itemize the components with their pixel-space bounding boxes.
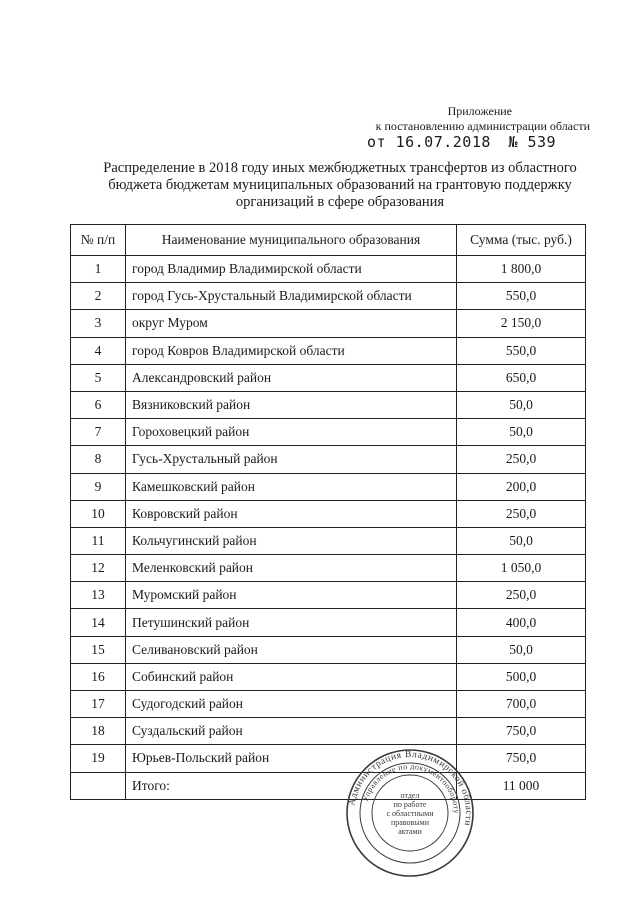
table-row bbox=[71, 364, 586, 391]
row-sum: 1 050,0 bbox=[457, 555, 586, 582]
row-municipality: Кольчугинский район bbox=[126, 527, 457, 554]
row-number: 6 bbox=[71, 391, 126, 418]
row-sum: 750,0 bbox=[457, 718, 586, 745]
row-number: 3 bbox=[71, 310, 126, 337]
stamp-outer-text: Администрация Владимирской области bbox=[347, 749, 474, 827]
row-municipality: Суздальский район bbox=[126, 718, 457, 745]
table-header-row bbox=[71, 225, 586, 256]
row-number: 11 bbox=[71, 527, 126, 554]
table-row bbox=[71, 310, 586, 337]
row-number: 15 bbox=[71, 636, 126, 663]
table-row bbox=[71, 500, 586, 527]
row-number: 17 bbox=[71, 691, 126, 718]
row-sum: 2 150,0 bbox=[457, 310, 586, 337]
row-municipality: Муромский район bbox=[126, 582, 457, 609]
row-sum: 650,0 bbox=[457, 364, 586, 391]
row-sum: 200,0 bbox=[457, 473, 586, 500]
row-number: 10 bbox=[71, 500, 126, 527]
row-number: 18 bbox=[71, 718, 126, 745]
stamp-inner-text: Управление по документообороту bbox=[360, 761, 462, 815]
col-header-name: Наименование муниципального образования bbox=[126, 225, 457, 256]
row-sum: 50,0 bbox=[457, 636, 586, 663]
document-title: Распределение в 2018 году иных межбюджетных трансфертов из областного бюджета бюджетам муниципальных образований на грантовую поддержку организаций в сфере образования bbox=[103, 160, 577, 210]
table-row bbox=[71, 446, 586, 473]
row-sum: 50,0 bbox=[457, 419, 586, 446]
official-stamp bbox=[345, 748, 475, 878]
row-number: 9 bbox=[71, 473, 126, 500]
row-number: 1 bbox=[71, 256, 126, 283]
row-municipality: Александровский район bbox=[126, 364, 457, 391]
decree-date-line bbox=[367, 133, 556, 151]
col-header-number: № п/п bbox=[71, 225, 126, 256]
table-row bbox=[71, 337, 586, 364]
row-sum: 50,0 bbox=[457, 527, 586, 554]
row-number: 13 bbox=[71, 582, 126, 609]
table-row bbox=[71, 283, 586, 310]
stamp-center-line: по работе bbox=[393, 800, 427, 809]
row-municipality: Гусь-Хрустальный район bbox=[126, 446, 457, 473]
row-municipality: город Гусь-Хрустальный Владимирской области bbox=[126, 283, 457, 310]
col-header-sum: Сумма (тыс. руб.) bbox=[457, 225, 586, 256]
row-municipality: Судогодский район bbox=[126, 691, 457, 718]
row-municipality: Селивановский район bbox=[126, 636, 457, 663]
row-municipality: Петушинский район bbox=[126, 609, 457, 636]
row-number: 14 bbox=[71, 609, 126, 636]
table-row bbox=[71, 527, 586, 554]
stamp-center-line: правовыми bbox=[390, 818, 430, 827]
total-sum: 11 000 bbox=[457, 772, 586, 799]
row-number: 19 bbox=[71, 745, 126, 772]
row-sum: 750,0 bbox=[457, 745, 586, 772]
row-sum: 250,0 bbox=[457, 446, 586, 473]
row-sum: 550,0 bbox=[457, 337, 586, 364]
table-row bbox=[71, 745, 586, 772]
stamp-center-line: с областными bbox=[386, 809, 434, 818]
row-sum: 250,0 bbox=[457, 582, 586, 609]
table-row bbox=[71, 419, 586, 446]
total-number-cell bbox=[71, 772, 126, 799]
distribution-table bbox=[70, 224, 586, 800]
table-row bbox=[71, 718, 586, 745]
row-number: 7 bbox=[71, 419, 126, 446]
row-number: 16 bbox=[71, 663, 126, 690]
table-row bbox=[71, 391, 586, 418]
row-sum: 50,0 bbox=[457, 391, 586, 418]
row-municipality: Ковровский район bbox=[126, 500, 457, 527]
row-number: 5 bbox=[71, 364, 126, 391]
row-municipality: Гороховецкий район bbox=[126, 419, 457, 446]
row-sum: 500,0 bbox=[457, 663, 586, 690]
row-municipality: Вязниковский район bbox=[126, 391, 457, 418]
decree-date: 16.07.2018 bbox=[395, 133, 491, 151]
table-row bbox=[71, 636, 586, 663]
decree-number: № 539 bbox=[508, 133, 557, 151]
appendix-label: Приложение bbox=[447, 104, 512, 118]
row-municipality: город Ковров Владимирской области bbox=[126, 337, 457, 364]
row-sum: 400,0 bbox=[457, 609, 586, 636]
row-municipality: Камешковский район bbox=[126, 473, 457, 500]
total-row bbox=[71, 772, 586, 799]
row-number: 2 bbox=[71, 283, 126, 310]
table-row bbox=[71, 256, 586, 283]
row-sum: 550,0 bbox=[457, 283, 586, 310]
decree-reference: к постановлению администрации области bbox=[375, 119, 590, 133]
row-municipality: Собинский район bbox=[126, 663, 457, 690]
row-municipality: город Владимир Владимирской области bbox=[126, 256, 457, 283]
table-row bbox=[71, 473, 586, 500]
appendix-block bbox=[376, 104, 590, 134]
table-row bbox=[71, 691, 586, 718]
stamp-center-line: актами bbox=[398, 827, 422, 836]
table-row bbox=[71, 555, 586, 582]
row-sum: 250,0 bbox=[457, 500, 586, 527]
total-label: Итого: bbox=[126, 772, 457, 799]
row-number: 12 bbox=[71, 555, 126, 582]
row-municipality: Меленковский район bbox=[126, 555, 457, 582]
row-number: 4 bbox=[71, 337, 126, 364]
table-row bbox=[71, 582, 586, 609]
table-row bbox=[71, 663, 586, 690]
row-municipality: округ Муром bbox=[126, 310, 457, 337]
row-municipality: Юрьев-Польский район bbox=[126, 745, 457, 772]
row-sum: 1 800,0 bbox=[457, 256, 586, 283]
row-number: 8 bbox=[71, 446, 126, 473]
row-sum: 700,0 bbox=[457, 691, 586, 718]
table-row bbox=[71, 609, 586, 636]
stamp-center-line: отдел bbox=[400, 791, 420, 800]
date-prefix: от bbox=[367, 133, 387, 151]
